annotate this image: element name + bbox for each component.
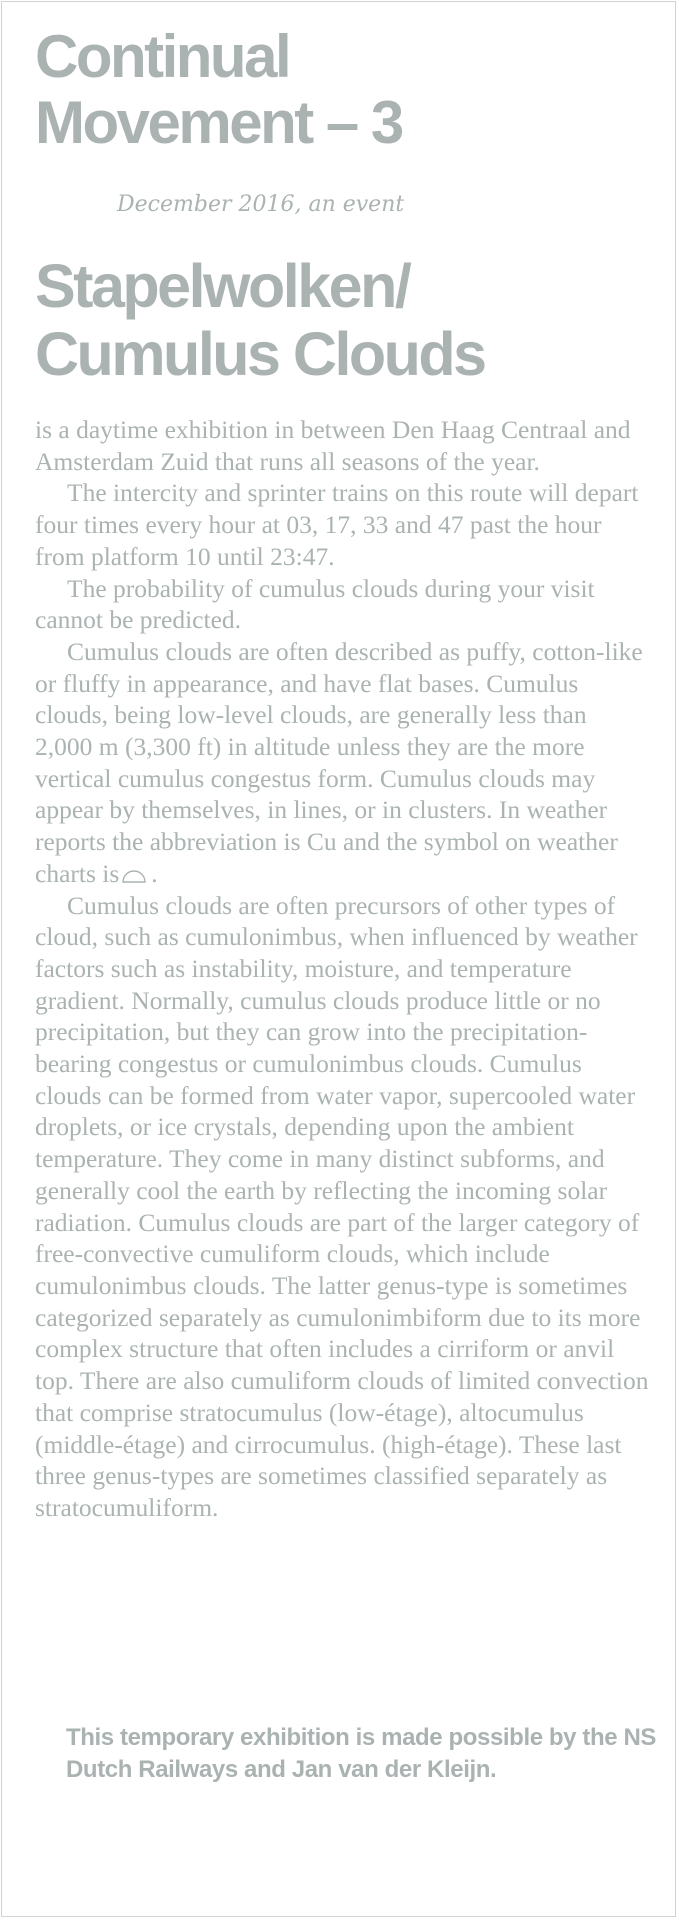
- exhibition-heading: [35, 252, 675, 388]
- body-text: [35, 414, 650, 1524]
- event-date: December 2016, an event: [117, 192, 405, 217]
- exhibition-heading-line-1: Stapelwolken/: [35, 252, 410, 320]
- credits: This temporary exhibition is made possible by the NS Dutch Railways and Jan van der Kleijn.: [66, 1724, 657, 1783]
- cumulus-weather-symbol-icon: [121, 868, 147, 884]
- intro-paragraph: is a daytime exhibition in between Den Haag Centraal and Amsterdam Zuid that runs all seasons of the year.: [35, 415, 631, 476]
- precursors-paragraph: Cumulus clouds are often precursors of other types of cloud, such as cumulonimbus, when influenced by weather factors such as instability, moisture, and temperature gradient. Normally, cumulus clouds produce little or no precipitation, but they can grow into the precipitation-bearing congestus or cumulonimbus clouds. Cumulus clouds can be formed from water vapor, supercooled water droplets, or ice crystals, depending upon the ambient temperature. They come in many distinct subforms, and generally cool the earth by reflecting the incoming solar radiation. Cumulus clouds are part of the larger category of free-convective cumuliform clouds, which include cumulonimbus clouds. The latter genus-type is sometimes categorized separately as cumulonimbiform due to its more complex structure that often includes a cirriform or anvil top. There are also cumuliform clouds of limited convection that comprise stratocumulus (low-étage), altocumulus (middle-étage) and cirrocumulus. (high-étage). These last three genus-types are sometimes classified separately as stratocumuliform.: [35, 890, 649, 1522]
- description-text: Cumulus clouds are often described as puffy, cotton-like or fluffy in appearance, and have flat bases. Cumulus clouds, being low-level clouds, are generally less than 2,000 m (3,300 ft) in altitude unless they are the more vertical cumulus congestus form. Cumulus clouds may appear by themselves, in lines, or in clusters. In weather reports the abbreviation is Cu and the symbol on weather charts is: [35, 636, 643, 888]
- description-end: .: [151, 858, 158, 888]
- trains-paragraph: The intercity and sprinter trains on this route will depart four times every hour at 03, 17, 33 and 47 past the hour from platform 10 until 23:47.: [35, 478, 639, 571]
- probability-paragraph: The probability of cumulus clouds during your visit cannot be predicted.: [35, 573, 595, 635]
- event-title-line-1: Continual: [35, 23, 290, 90]
- exhibition-heading-line-2: Cumulus Clouds: [35, 320, 485, 388]
- event-title-line-2: Movement – 3: [35, 89, 402, 156]
- event-title: [35, 24, 655, 156]
- poster: [1, 1, 676, 1917]
- description-paragraph: [35, 636, 650, 890]
